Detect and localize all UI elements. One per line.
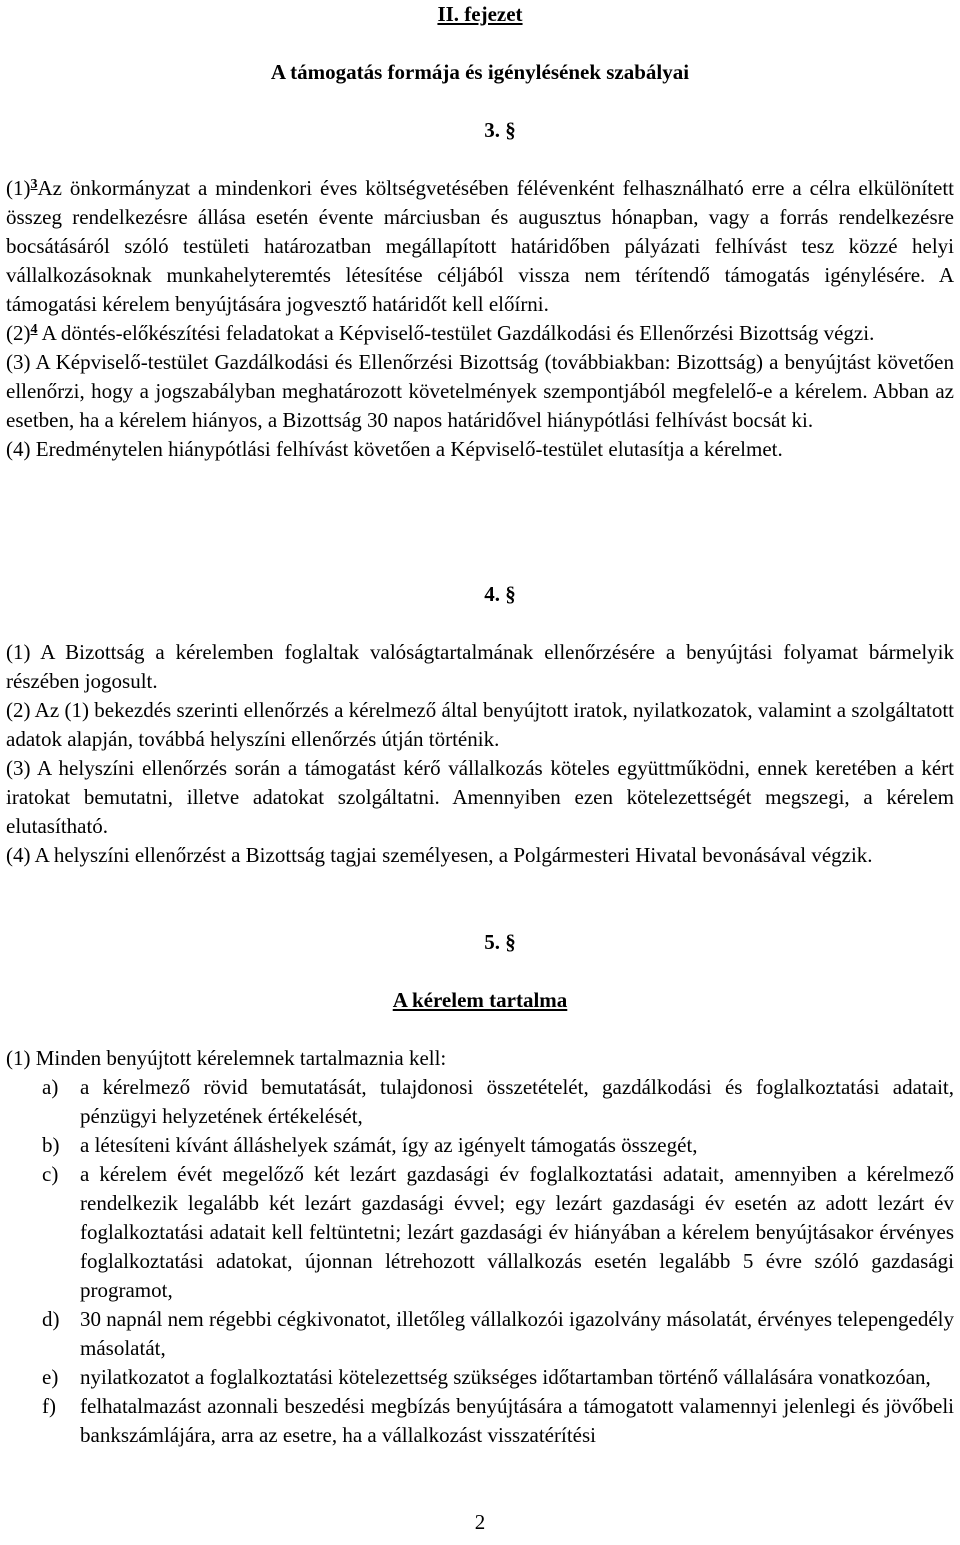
- section-4-number: 4. §: [484, 582, 516, 606]
- list-item-text: a kérelmező rövid bemutatását, tulajdonosi összetételét, gazdálkodási és foglalkoztatási adatait, pénzügyi helyzetének értékelését,: [80, 1075, 954, 1128]
- section-3-number: 3. §: [484, 118, 516, 142]
- list-item-mark: e): [42, 1365, 59, 1389]
- section-5-number: 5. §: [484, 930, 516, 954]
- chapter-title: A támogatás formája és igénylésének szabályai: [270, 60, 690, 84]
- section-4-paragraph-2: (2) Az (1) bekezdés szerinti ellenőrzés a kérelmező által benyújtott iratok, nyilatkozatok, valamint a szolgáltatott adatok alapján, továbbá helyszíni ellenőrzés útján történik.: [6, 698, 954, 751]
- list-item: [6, 1305, 954, 1363]
- section-4-body: [6, 638, 954, 870]
- list-item: [6, 1363, 954, 1392]
- section-3-paragraph-4: (4) Eredménytelen hiánypótlási felhívást követően a Képviselő-testület elutasítja a kérelmet.: [6, 437, 783, 461]
- section-5-intro: (1) Minden benyújtott kérelemnek tartalmaznia kell:: [6, 1046, 447, 1070]
- section-4-paragraph-4: (4) A helyszíni ellenőrzést a Bizottság tagjai személyesen, a Polgármesteri Hivatal bevonásával végzik.: [6, 843, 873, 867]
- list-item: [6, 1073, 954, 1131]
- section-3-body: [6, 174, 954, 464]
- section-3-paragraph-3: (3) A Képviselő-testület Gazdálkodási és Ellenőrzési Bizottság (továbbiakban: Bizottság) a benyújtást követően ellenőrzi, hogy a jogszabályban meghatározott követelmények szempontjából megfelelő-e a kérelem. Abban az esetben, ha a kérelem hiányos, a Bizottság 30 napos határidővel hiánypótlási felhívást bocsát ki.: [6, 350, 954, 432]
- chapter-heading: II. fejezet: [437, 2, 523, 26]
- section-5-title: A kérelem tartalma: [392, 988, 568, 1012]
- list-item-text: nyilatkozatot a foglalkoztatási kötelezettség szükséges időtartamban történő vállalására vonatkozóan,: [80, 1365, 931, 1389]
- list-item-mark: d): [42, 1307, 60, 1331]
- section-3-paragraph-1: $(1)^3Az$ önkormányzat a mindenkori éves költségvetésében félévenként felhasználható erre a célra elkülönített összeg rendelkezésre állása esetén évente márciusban és augusztus hónapban, vagy a forrás rendelkezésre bocsátásáról szóló testületi határozatban megállapított határidőben pályázati felhívást tesz közzé helyi vállalkozásoknak munkahelyteremtés létesítése céljából vissza nem térítendő támogatás igénylésére. A támogatási kérelem benyújtására jogvesztő határidőt kell előírni.: [6, 176, 954, 316]
- footnote-ref-3: 3: [30, 177, 38, 192]
- list-item: [6, 1392, 954, 1450]
- section-3-paragraph-2: $(2)^4$ A döntés-előkészítési feladatokat a Képviselő-testület Gazdálkodási és Ellenőrzési Bizottság végzi.: [6, 321, 875, 345]
- footnote-ref-4: 4: [30, 322, 38, 337]
- list-item-mark: a): [42, 1075, 59, 1099]
- list-item: [6, 1160, 954, 1305]
- page-number: 2: [474, 1510, 486, 1534]
- section-4-paragraph-1: (1) A Bizottság a kérelemben foglaltak valóságtartalmának ellenőrzésére a benyújtási folyamat bármelyik részében jogosult.: [6, 640, 954, 693]
- list-item-text: a létesíteni kívánt álláshelyek számát, így az igényelt támogatás összegét,: [80, 1133, 698, 1157]
- list-item-text: 30 napnál nem régebbi cégkivonatot, illetőleg vállalkozói igazolvány másolatát, érvényes telepengedély másolatát,: [80, 1307, 954, 1360]
- section-4-paragraph-3: (3) A helyszíni ellenőrzés során a támogatást kérő vállalkozás köteles együttműködni, ennek keretében a kért iratokat bemutatni, illetve adatokat szolgáltatni. Amennyiben ezen kötelezettségét megszegi, a kérelem elutasítható.: [6, 756, 954, 838]
- list-item-mark: c): [42, 1162, 59, 1186]
- list-item-mark: f): [42, 1394, 56, 1418]
- list-item-mark: b): [42, 1133, 60, 1157]
- section-5-body: [6, 1044, 954, 1450]
- list-item-text: a kérelem évét megelőző két lezárt gazdasági év foglalkoztatási adatait, amennyiben a kérelmező rendelkezik legalább két lezárt gazdasági évvel; egy lezárt gazdasági év esetén az adott lezárt év foglalkoztatási adatait kell feltüntetni; lezárt gazdasági év hiányában a kérelem benyújtásakor érvényes foglalkoztatási adatokat, újonnan létrehozott vállalkozás esetén legalább 5 évre szóló gazdasági programot,: [80, 1162, 954, 1302]
- list-item: [6, 1131, 954, 1160]
- list-item-text: felhatalmazást azonnali beszedési megbízás benyújtására a támogatott valamennyi jelenlegi és jövőbeli bankszámlájára, arra az esetre, ha a vállalkozást visszatérítési: [80, 1394, 954, 1447]
